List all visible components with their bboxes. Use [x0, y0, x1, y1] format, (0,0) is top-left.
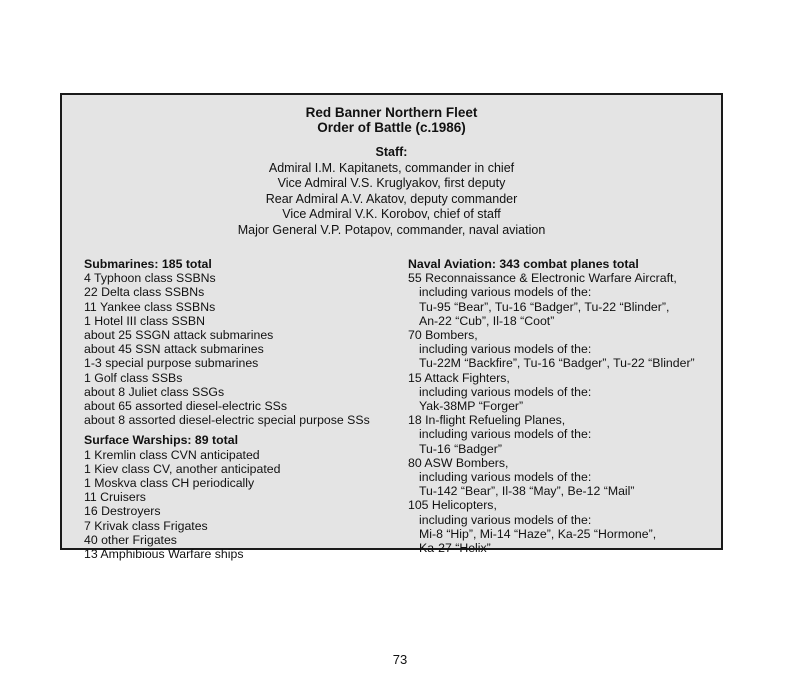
aviation-models: Tu-142 “Bear”, Il-38 “May”, Be-12 “Mail”	[419, 484, 635, 499]
page-number: 73	[392, 652, 408, 667]
aviation-detail: including various models of the:	[419, 470, 592, 485]
surface-item: 1 Moskva class CH periodically	[84, 476, 255, 491]
title-line-2: Order of Battle (c.1986)	[317, 120, 466, 135]
surface-warships-heading: Surface Warships: 89 total	[84, 433, 238, 448]
submarine-item: about 8 Juliet class SSGs	[84, 384, 225, 399]
submarine-item: 11 Yankee class SSBNs	[84, 299, 216, 314]
naval-aviation-heading: Naval Aviation: 343 combat planes total	[408, 257, 639, 271]
right-column	[408, 257, 708, 555]
aviation-category: 105 Helicopters,	[408, 498, 497, 513]
aviation-models: Ka-27 “Helix”	[419, 541, 491, 556]
submarine-item: about 25 SSGN attack submarines	[84, 328, 274, 343]
aviation-models: An-22 “Cub”, Il-18 “Coot”	[419, 313, 555, 328]
submarine-item: about 65 assorted diesel-electric SSs	[84, 399, 288, 414]
submarine-item: 4 Typhoon class SSBNs	[84, 271, 216, 286]
submarine-item: about 45 SSN attack submarines	[84, 342, 264, 357]
staff-heading: Staff:	[375, 145, 408, 159]
aviation-category: 15 Attack Fighters,	[408, 370, 510, 385]
aviation-category: 18 In-flight Refueling Planes,	[408, 413, 566, 428]
aviation-category: 80 ASW Bombers,	[408, 455, 509, 470]
surface-item: 11 Cruisers	[84, 490, 146, 505]
staff-member: Admiral I.M. Kapitanets, commander in chief	[268, 160, 515, 175]
left-column	[84, 257, 404, 561]
submarine-item: 22 Delta class SSBNs	[84, 285, 205, 300]
surface-item: 1 Kremlin class CVN anticipated	[84, 447, 260, 462]
aviation-models: Yak-38MP “Forger”	[419, 399, 524, 414]
staff-block	[62, 145, 721, 238]
submarines-heading: Submarines: 185 total	[84, 257, 212, 271]
surface-item: 1 Kiev class CV, another anticipated	[84, 461, 281, 476]
staff-member: Vice Admiral V.S. Kruglyakov, first deputy	[277, 176, 506, 190]
title-line-1: Red Banner Northern Fleet	[305, 105, 478, 120]
aviation-category: 55 Reconnaissance & Electronic Warfare Aircraft,	[408, 271, 677, 286]
aviation-models: Mi-8 “Hip”, Mi-14 “Haze”, Ka-25 “Hormone”,	[419, 526, 657, 541]
aviation-models: Tu-16 “Badger”	[419, 441, 502, 456]
submarine-item: 1 Golf class SSBs	[84, 370, 183, 385]
aviation-detail: including various models of the:	[419, 342, 592, 357]
surface-item: 13 Amphibious Warfare ships	[84, 547, 244, 562]
submarine-item: about 8 assorted diesel-electric special purpose SSs	[84, 413, 370, 428]
order-of-battle-box	[60, 93, 723, 562]
aviation-category: 70 Bombers,	[408, 328, 478, 343]
surface-item: 16 Destroyers	[84, 504, 161, 519]
aviation-models: Tu-95 “Bear”, Tu-16 “Badger”, Tu-22 “Blinder”,	[419, 299, 670, 314]
aviation-models: Tu-22M “Backfire”, Tu-16 “Badger”, Tu-22 “Blinder”	[419, 356, 695, 371]
surface-item: 40 other Frigates	[84, 532, 177, 547]
title-block	[62, 105, 721, 135]
aviation-detail: including various models of the:	[419, 285, 592, 300]
aviation-detail: including various models of the:	[419, 512, 592, 527]
submarine-item: 1-3 special purpose submarines	[84, 356, 259, 371]
aviation-detail: including various models of the:	[419, 427, 592, 442]
surface-item: 7 Krivak class Frigates	[84, 518, 208, 533]
staff-member: Major General V.P. Potapov, commander, naval aviation	[237, 222, 546, 237]
aviation-detail: including various models of the:	[419, 384, 592, 399]
submarine-item: 1 Hotel III class SSBN	[84, 313, 205, 328]
staff-member: Rear Admiral A.V. Akatov, deputy commander	[265, 191, 518, 206]
staff-member: Vice Admiral V.K. Korobov, chief of staff	[282, 207, 501, 221]
